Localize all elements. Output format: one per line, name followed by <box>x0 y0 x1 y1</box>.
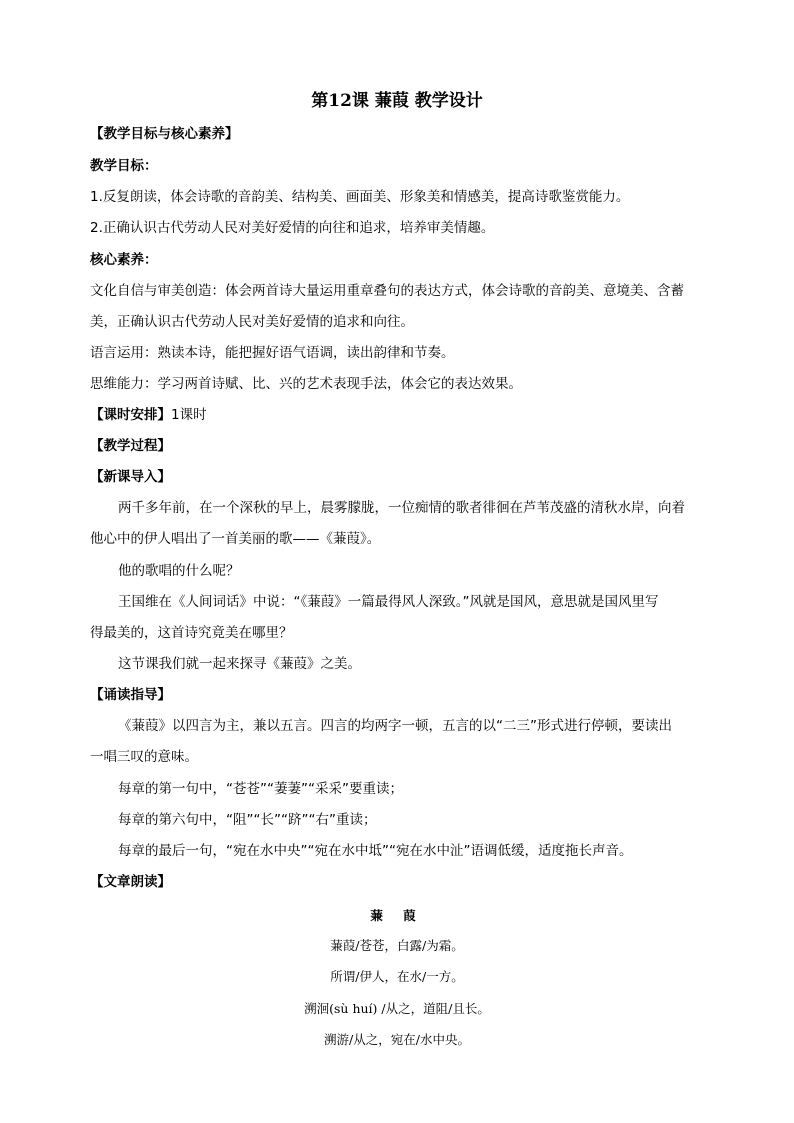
core-3: 思维能力：学习两首诗赋、比、兴的艺术表现手法，体会它的表达效果。 <box>90 376 522 392</box>
poem-title: 蒹 葭 <box>370 908 424 923</box>
core-2: 语言运用：熟读本诗，能把握好语气语调，读出韵律和节奏。 <box>90 345 455 361</box>
intro-1a: 两千多年前，在一个深秋的早上，晨雾朦胧，一位痴情的歌者徘徊在芦苇茂盛的清秋水岸，向着 <box>118 500 685 516</box>
recite-header: 【诵读指导】 <box>90 687 171 703</box>
goals-header: 【教学目标与核心素养】 <box>90 126 239 142</box>
schedule-line <box>90 405 710 425</box>
recite-1a: 《蒹葭》以四言为主，兼以五言。四言的均两字一顿，五言的以“二三”形式进行停顿，要读出 <box>118 718 672 734</box>
core-1a: 文化自信与审美创造：体会两首诗大量运用重章叠句的表达方式，体会诗歌的音韵美、意境美、含蓄 <box>90 283 684 299</box>
schedule-value: 1课时 <box>171 407 207 423</box>
poem-line: 蒹葭/苍苍，白露/为霜。 <box>330 938 464 953</box>
process-header: 【教学过程】 <box>90 438 171 454</box>
intro-2: 他的歌唱的什么呢？ <box>118 563 240 579</box>
intro-3a: 王国维在《人间词话》中说：“《蒹葭》一篇最得风人深致。”风就是国风，意思就是国风里写 <box>118 594 659 610</box>
reading-header: 【文章朗读】 <box>90 874 171 890</box>
goals-label: 教学目标： <box>90 158 158 174</box>
poem-line: 所谓/伊人，在水/一方。 <box>330 969 464 984</box>
poem-line: 溯洄(sù huí) /从之，道阻/且长。 <box>304 1001 490 1016</box>
goal-2: 2.正确认识古代劳动人民对美好爱情的向往和追求，培养审美情趣。 <box>90 220 495 236</box>
recite-2: 每章的第一句中，“苍苍”“萋萋”“采采”要重读； <box>118 781 403 797</box>
recite-3: 每章的第六句中，“阻”“长”“跻”“右”重读； <box>118 812 377 828</box>
recite-1b: 一唱三叹的意味。 <box>90 749 198 765</box>
schedule-header: 【课时安排】 <box>90 407 171 423</box>
page-title: 第12课 蒹葭 教学设计 <box>311 91 483 111</box>
poem-line: 溯游/从之，宛在/水中央。 <box>324 1032 470 1047</box>
goal-1: 1.反复朗读，体会诗歌的音韵美、结构美、画面美、形象美和情感美，提高诗歌鉴赏能力。 <box>90 189 630 205</box>
intro-1b: 他心中的伊人唱出了一首美丽的歌——《蒹葭》。 <box>90 531 381 547</box>
intro-header: 【新课导入】 <box>90 469 171 485</box>
intro-3b: 得最美的，这首诗究竟美在哪里？ <box>90 625 293 641</box>
intro-4: 这节课我们就一起来探寻《蒹葭》之美。 <box>118 656 361 672</box>
recite-4: 每章的最后一句，“宛在水中央”“宛在水中坻”“宛在水中沚”语调低缓，适度拖长声音。 <box>118 843 633 859</box>
core-1b: 美，正确认识古代劳动人民对美好爱情的追求和向往。 <box>90 314 414 330</box>
core-label: 核心素养： <box>90 252 158 268</box>
